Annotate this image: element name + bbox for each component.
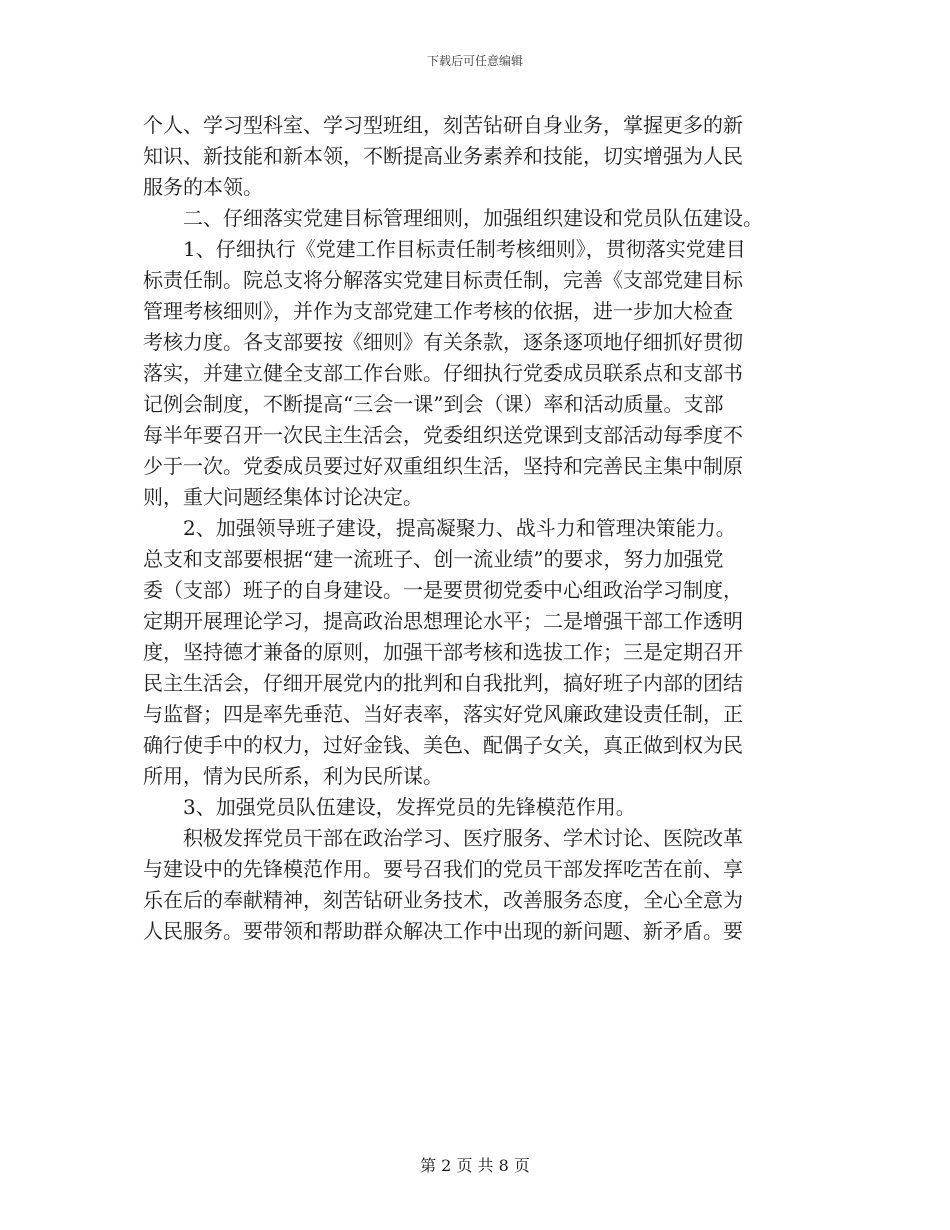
text-line: 3、加强党员队伍建设，发挥党员的先锋模范作用。 xyxy=(143,795,636,819)
text-line: 考核力度。各支部要按《细则》有关条款，逐条逐项地仔细抓好贯彻 xyxy=(143,330,743,354)
text-line: 少于一次。党委成员要过好双重组织生活，坚持和完善民主集中制原 xyxy=(143,454,743,478)
text-line: 民主生活会，仔细开展党内的批判和自我批判，搞好班子内部的团结 xyxy=(143,671,743,695)
text-line: 2、加强领导班子建设，提高凝聚力、战斗力和管理决策能力。 xyxy=(143,516,736,540)
text-line: 与监督；四是率先垂范、当好表率，落实好党风廉政建设责任制，正 xyxy=(143,702,743,726)
text-line: 知识、新技能和新本领，不断提高业务素养和技能，切实增强为人民 xyxy=(143,144,743,168)
text-line: 委（支部）班子的自身建设。一是要贯彻党委中心组政治学习制度， xyxy=(143,578,743,602)
page-header: 下载后可任意编辑 xyxy=(426,54,523,68)
text-line: 每半年要召开一次民主生活会，党委组织送党课到支部活动每季度不 xyxy=(143,423,743,447)
text-line: 落实，并建立健全支部工作台账。仔细执行党委成员联系点和支部书 xyxy=(143,361,743,385)
text-line: 管理考核细则》，并作为支部党建工作考核的依据，进一步加大检查 xyxy=(143,299,733,323)
text-line: 人民服务。要带领和帮助群众解决工作中出现的新问题、新矛盾。要 xyxy=(143,919,743,943)
text-line: 1、仔细执行《党建工作目标责任制考核细则》，贯彻落实党建目 xyxy=(143,237,746,261)
page-footer: 第 2 页 共 8 页 xyxy=(420,1156,530,1175)
text-line: 所用，情为民所系，利为民所谋。 xyxy=(143,764,443,788)
body-text xyxy=(143,110,815,947)
text-line: 积极发挥党员干部在政治学习、医疗服务、学术讨论、医院改革 xyxy=(143,826,743,850)
text-line: 与建设中的先锋模范作用。要号召我们的党员干部发挥吃苦在前、享 xyxy=(143,857,743,881)
text-line: 总支和支部要根据“建一流班子、创一流业绩”的要求，努力加强党 xyxy=(143,547,724,571)
text-line: 二、仔细落实党建目标管理细则，加强组织建设和党员队伍建设。 xyxy=(143,206,763,230)
text-line: 记例会制度，不断提高“三会一课”到会（课）率和活动质量。支部 xyxy=(143,392,724,416)
text-line: 度，坚持德才兼备的原则，加强干部考核和选拔工作；三是定期召开 xyxy=(143,640,743,664)
text-line: 确行使手中的权力，过好金钱、美色、配偶子女关，真正做到权为民 xyxy=(143,733,743,757)
text-line: 乐在后的奉献精神，刻苦钻研业务技术，改善服务态度，全心全意为 xyxy=(143,888,743,912)
text-line: 标责任制。院总支将分解落实党建目标责任制，完善《支部党建目标 xyxy=(143,268,743,292)
text-line: 个人、学习型科室、学习型班组，刻苦钻研自身业务，掌握更多的新 xyxy=(143,113,743,137)
text-line: 则，重大问题经集体讨论决定。 xyxy=(143,485,423,509)
text-line: 定期开展理论学习，提高政治思想理论水平；二是增强干部工作透明 xyxy=(143,609,743,633)
text-line: 服务的本领。 xyxy=(143,175,263,199)
